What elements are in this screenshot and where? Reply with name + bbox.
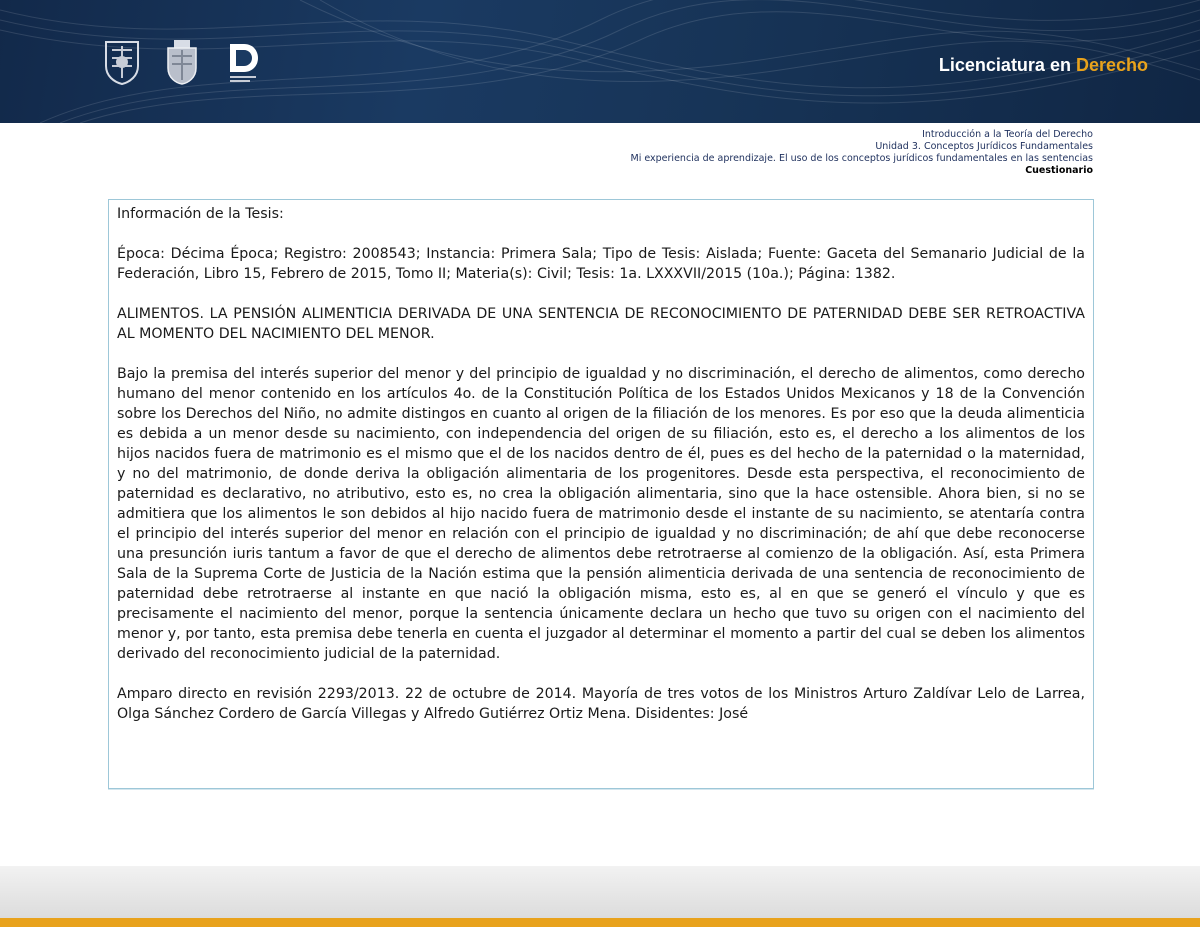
thesis-metadata: Época: Décima Época; Registro: 2008543; Instancia: Primera Sala; Tipo de Tesis: Aislada; Fuente: Gaceta del Semanario Judicial de la Federación, Libro 15, Febrero de 2015, Tomo II; Materia(s): Civil; Tesis: 1a. LXXXVII/2015 (10a.); Página: 1382. [117,246,1085,282]
thesis-body: Bajo la premisa del interés superior del menor y del principio de igualdad y no discriminación, el derecho de alimentos, como derecho humano del menor contenido en los artículos 4o. de la Constitución Política de los Estados Unidos Mexicanos y 18 de la Convención sobre los Derechos del Niño, no admite distingos en cuanto al origen de la filiación de los menores. Es por eso que la deuda alimenticia es debida a un menor desde su nacimiento, con independencia del origen de su filiación, esto es, el derecho a los alimentos de los hijos nacidos fuera de matrimonio es el mismo que el de los nacidos dentro de él, pues es del hecho de la paternidad o la maternidad, y no del matrimonio, de donde deriva la obligación alimentaria de los progenitores. Desde esta perspectiva, el reconocimiento de paternidad es declarativo, no atributivo, esto es, no crea la obligación alimentaria, sino que la hace ostensible. Ahora bien, si no se admitiera que los alimentos le son debidos al hijo nacido fuera de matrimonio desde el instante de su nacimiento, se atentaría contra el principio del interés superior del menor en relación con el principio de igualdad y no discriminación; de ahí que debe reconocerse una presunción iuris tantum a favor de que el derecho de alimentos debe retrotraerse al comienzo de la obligación. Así, esta Primera Sala de la Suprema Corte de Justicia de la Nación estima que la pensión alimenticia derivada de una sentencia de reconocimiento de paternidad debe retrotraerse al instante en que nació la obligación misma, esto es, al en que se generó el vínculo y que es precisamente el nacimiento del menor, porque la sentencia únicamente declara un hecho que tuvo su origen con el nacimiento del menor y, por tanto, esta premisa debe tenerla en cuenta el juzgador al determinar el momento a partir del cual se deben los alimentos derivado del reconocimiento judicial de la paternidad. [117,366,1085,662]
breadcrumb-activity: Mi experiencia de aprendizaje. El uso de los conceptos jurídicos fundamentales en las sentencias [630,153,1093,164]
breadcrumb-unit: Unidad 3. Conceptos Jurídicos Fundamentales [875,141,1093,152]
thesis-document[interactable] [108,199,1094,789]
unam-shield-icon [102,38,142,86]
program-title [939,55,1148,76]
thesis-heading: Información de la Tesis: [117,206,284,222]
program-title-prefix: Licenciatura en [938,55,1076,75]
program-title-accent: Derecho [1075,55,1148,75]
division-logo-icon [222,38,262,86]
breadcrumb [631,129,1094,177]
thesis-title: ALIMENTOS. LA PENSIÓN ALIMENTICIA DERIVADA DE UNA SENTENCIA DE RECONOCIMIENTO DE PATERNIDAD DEBE SER RETROACTIVA AL MOMENTO DEL NACIMIENTO DEL MENOR. [117,306,1085,342]
breadcrumb-section: Cuestionario [1025,165,1093,176]
footer-band [0,866,1200,918]
thesis-precedent: Amparo directo en revisión 2293/2013. 22 de octubre de 2014. Mayoría de tres votos de los Ministros Arturo Zaldívar Lelo de Larrea, Olga Sánchez Cordero de García Villegas y Alfredo Gutiérrez Ortiz Mena. Disidentes: José [117,686,1085,722]
breadcrumb-course: Introducción a la Teoría del Derecho [922,129,1093,140]
page-header [0,0,1200,123]
faculty-crest-icon [162,38,202,86]
institution-logos [102,38,262,86]
footer-accent-line [0,918,1200,927]
